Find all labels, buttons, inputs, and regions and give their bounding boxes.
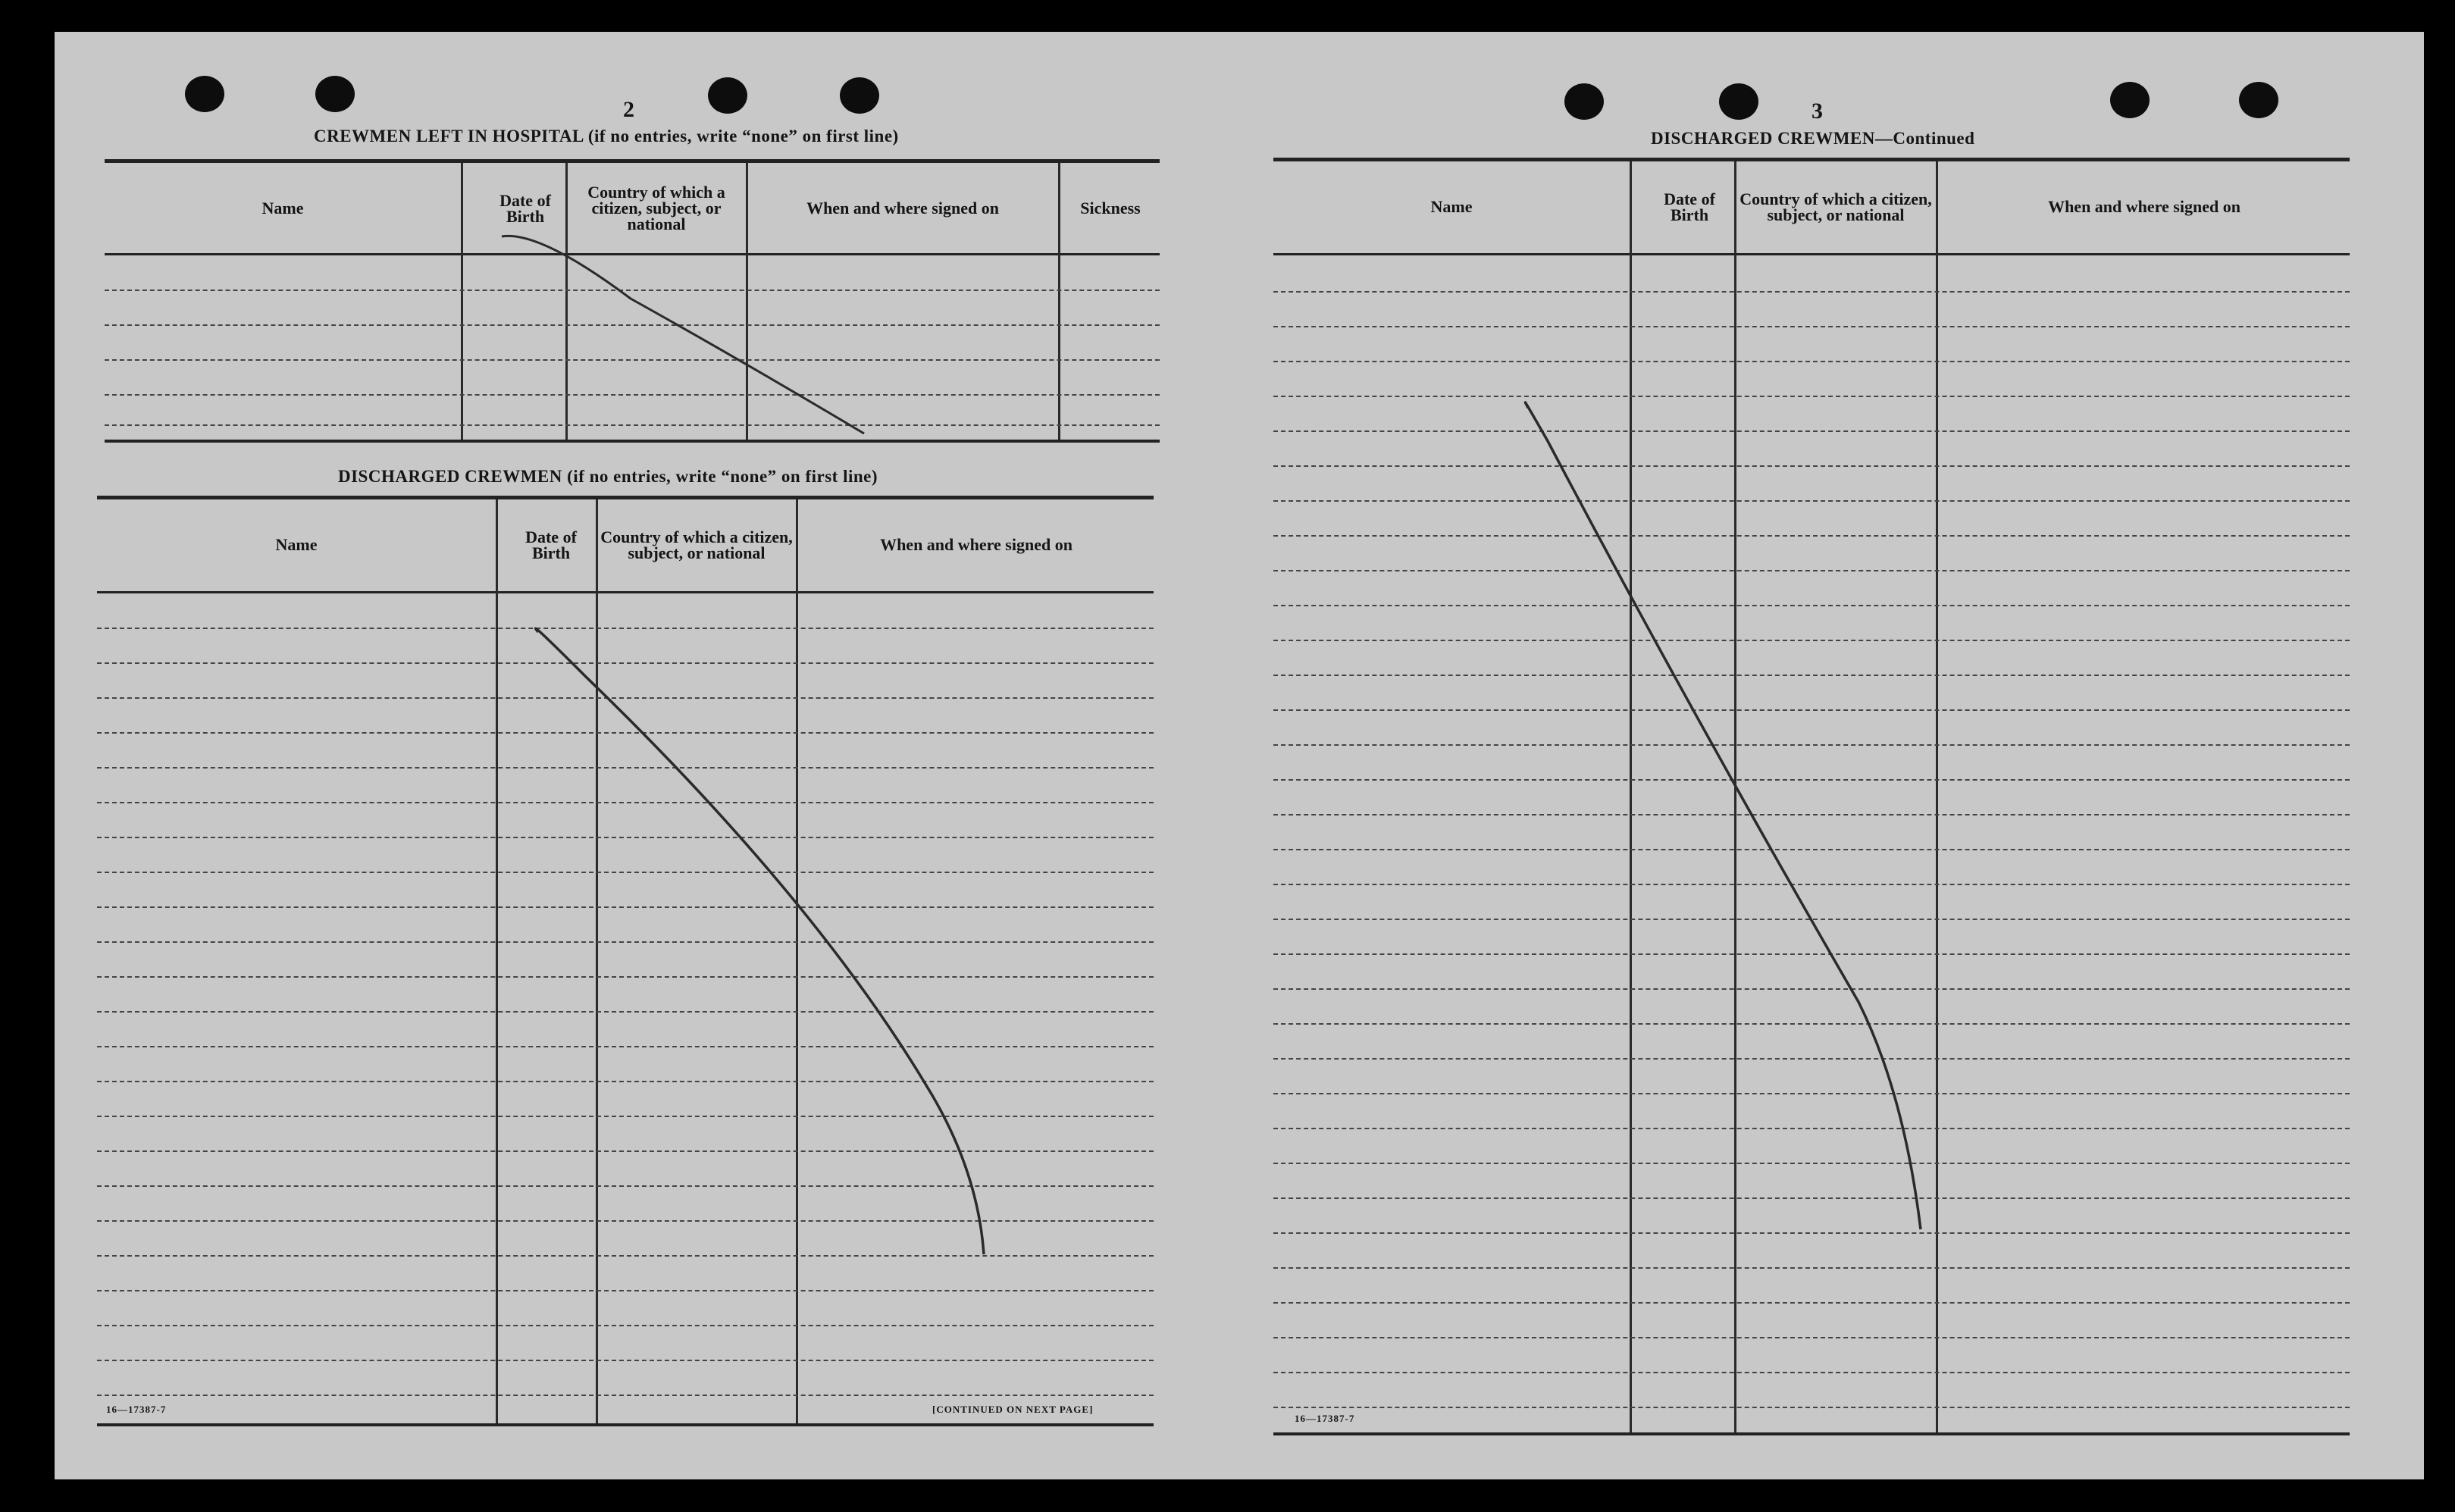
column-header-signed-on: When and where signed on bbox=[2048, 197, 2241, 216]
column-header-name: Name bbox=[261, 199, 304, 218]
form-number-left: 16—17387-7 bbox=[106, 1404, 167, 1415]
column-header-country: Country of which a citizen, subject, or national bbox=[587, 183, 725, 233]
pen-stroke bbox=[502, 236, 864, 434]
column-header-sickness: Sickness bbox=[1080, 199, 1141, 218]
column-header-date-of-birth: Date of Birth bbox=[525, 527, 577, 562]
column-header-country: Country of which a citizen, subject, or national bbox=[600, 527, 793, 562]
form-sheet bbox=[55, 32, 2424, 1479]
column-header-name: Name bbox=[275, 535, 318, 554]
page-number-left: 2 bbox=[623, 97, 634, 122]
page-number-right: 3 bbox=[1812, 99, 1823, 124]
continued-note: [CONTINUED ON NEXT PAGE] bbox=[932, 1404, 1094, 1415]
pen-stroke bbox=[1525, 402, 1921, 1229]
column-header-name: Name bbox=[1430, 197, 1473, 216]
column-header-signed-on: When and where signed on bbox=[880, 535, 1072, 554]
discharged-section-title: DISCHARGED CREWMEN (if no entries, write “none” on first line) bbox=[338, 467, 878, 486]
column-header-country: Country of which a citizen, subject, or national bbox=[1739, 189, 1932, 224]
pen-stroke bbox=[536, 628, 984, 1254]
form-number-right: 16—17387-7 bbox=[1295, 1413, 1355, 1424]
column-header-date-of-birth: Date of Birth bbox=[1664, 189, 1715, 224]
pen-strokes bbox=[55, 32, 2424, 1479]
column-header-date-of-birth: Date of Birth bbox=[499, 190, 551, 226]
hospital-section-title: CREWMEN LEFT IN HOSPITAL (if no entries, write “none” on first line) bbox=[314, 127, 899, 146]
column-header-signed-on: When and where signed on bbox=[806, 199, 999, 218]
discharged-continued-title: DISCHARGED CREWMEN—Continued bbox=[1651, 129, 1975, 148]
